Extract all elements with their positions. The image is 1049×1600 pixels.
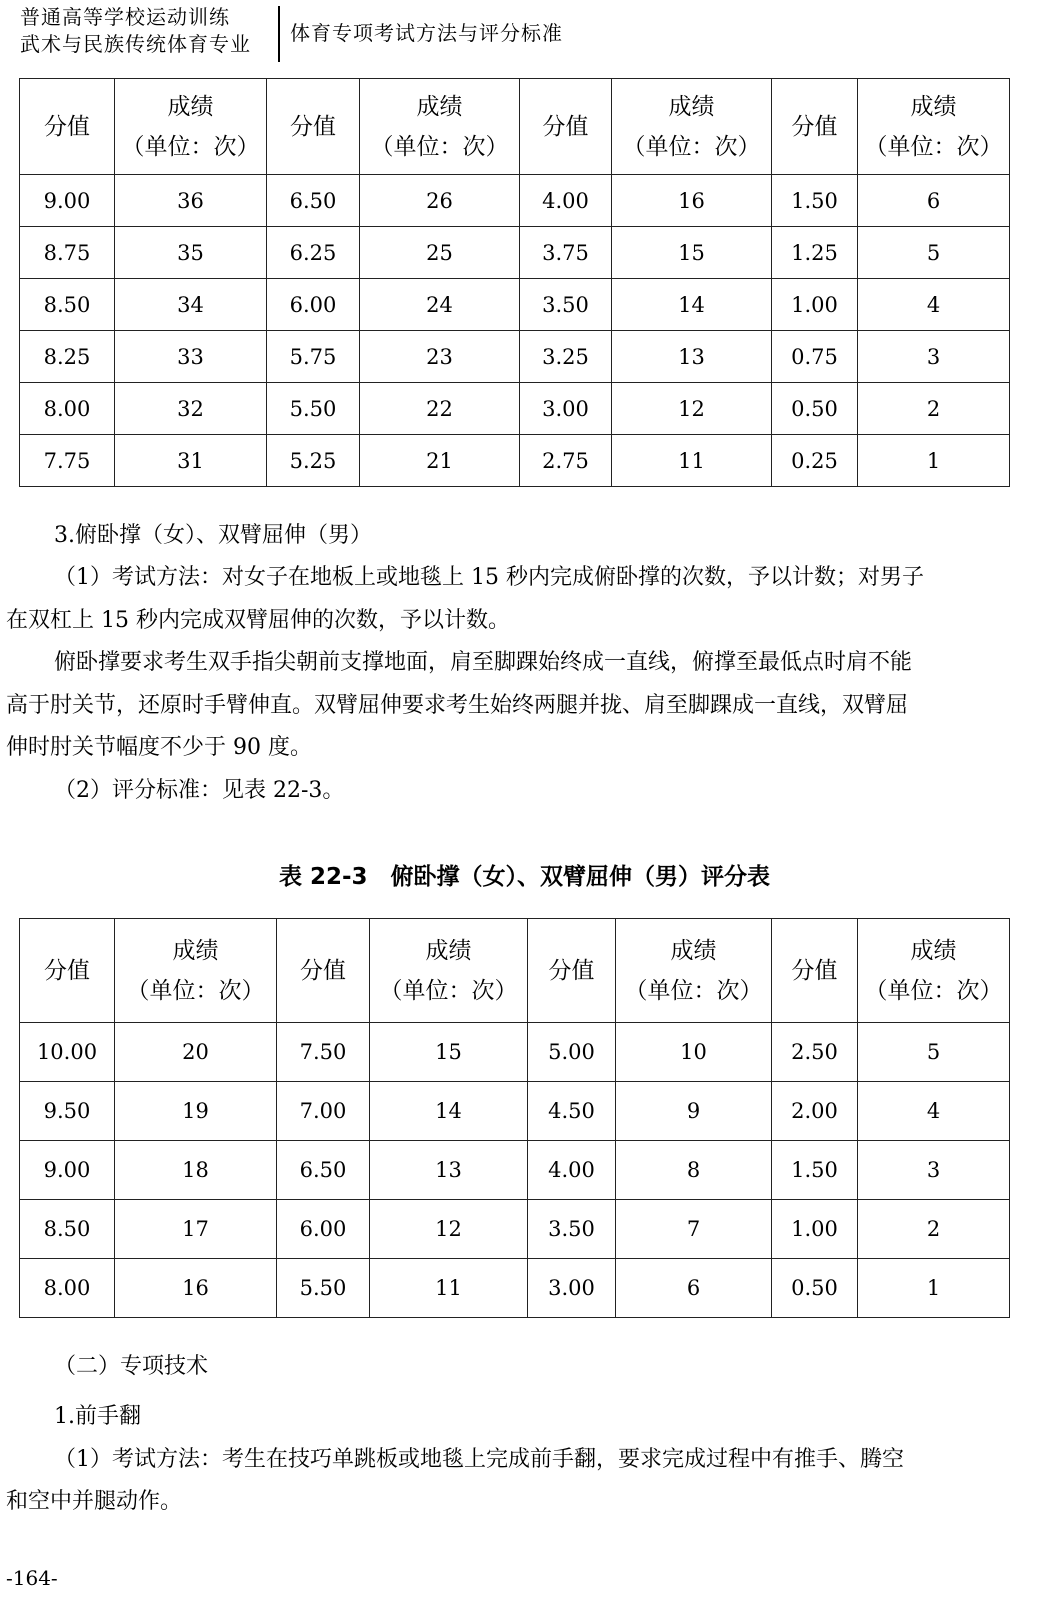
table-cell: 13 (370, 1141, 528, 1200)
table-cell: 2 (858, 383, 1010, 435)
table-cell: 21 (360, 435, 520, 487)
section3-method-line2: 在双杠上 15 秒内完成双臂屈伸的次数，予以计数。 (6, 608, 510, 633)
table-cell: 26 (360, 175, 520, 227)
table-cell: 8.00 (20, 1259, 115, 1318)
table-row (20, 1023, 1010, 1082)
table-row (20, 175, 1010, 227)
page-header (20, 4, 1020, 62)
table-cell: 14 (370, 1082, 528, 1141)
header-result (612, 79, 772, 175)
table-cell: 9.00 (20, 175, 115, 227)
header-result-label: 成绩 (416, 93, 463, 120)
table-cell: 1.25 (772, 227, 858, 279)
header-score: 分值 (20, 919, 115, 1023)
table-cell: 20 (115, 1023, 277, 1082)
table-cell: 18 (115, 1141, 277, 1200)
table-cell: 8.50 (20, 1200, 115, 1259)
table-cell: 15 (370, 1023, 528, 1082)
header-result-unit: （单位：次） (622, 133, 761, 160)
header-book-title-line2: 武术与民族传统体育专业 (20, 32, 251, 56)
header-result-unit: （单位：次） (624, 977, 763, 1004)
table-cell: 0.75 (772, 331, 858, 383)
table-cell: 7.00 (277, 1082, 370, 1141)
page-number: -164- (6, 1566, 58, 1590)
table-caption: 表 22-3 俯卧撑（女）、双臂屈伸（男）评分表 (278, 864, 771, 890)
table-cell: 3.00 (528, 1259, 616, 1318)
table-cell: 9.00 (20, 1141, 115, 1200)
header-score: 分值 (528, 919, 616, 1023)
table-cell: 3.50 (520, 279, 612, 331)
table-cell: 6.50 (277, 1141, 370, 1200)
score-table-22-3 (19, 918, 1010, 1318)
header-result-unit: （单位：次） (864, 977, 1003, 1004)
header-result (858, 79, 1010, 175)
section3-standard: （2）评分标准：见表 22-3。 (54, 778, 345, 803)
table-cell: 6.50 (267, 175, 360, 227)
table-cell: 33 (115, 331, 267, 383)
table-cell: 6 (858, 175, 1010, 227)
table-cell: 8.00 (20, 383, 115, 435)
section3-title: 3.俯卧撑（女）、双臂屈伸（男） (54, 523, 372, 548)
table-cell: 8.50 (20, 279, 115, 331)
table-cell: 11 (370, 1259, 528, 1318)
table-cell: 1.50 (772, 1141, 858, 1200)
table-cell: 5 (858, 227, 1010, 279)
header-score: 分值 (772, 919, 858, 1023)
header-result-label: 成绩 (425, 937, 472, 964)
header-result-label: 成绩 (910, 937, 957, 964)
header-result (360, 79, 520, 175)
table-cell: 1 (858, 435, 1010, 487)
table-cell: 1.50 (772, 175, 858, 227)
table-row (20, 279, 1010, 331)
table-cell: 10.00 (20, 1023, 115, 1082)
table-cell: 12 (612, 383, 772, 435)
table-cell: 14 (612, 279, 772, 331)
table-row (20, 1259, 1010, 1318)
section2-title: （二）专项技术 (54, 1354, 209, 1379)
table-cell: 16 (612, 175, 772, 227)
header-result (616, 919, 772, 1023)
table-row (20, 435, 1010, 487)
table-cell: 6.00 (277, 1200, 370, 1259)
table-cell: 7.75 (20, 435, 115, 487)
table-cell: 1.00 (772, 279, 858, 331)
table-cell: 3.50 (528, 1200, 616, 1259)
table-row (20, 1082, 1010, 1141)
header-result (115, 79, 267, 175)
header-result (115, 919, 277, 1023)
section3-requirement-line2: 高于肘关节，还原时手臂伸直。双臂屈伸要求考生始终两腿并拢、肩至脚踝成一直线，双臂屈 (6, 693, 909, 718)
table-cell: 8.25 (20, 331, 115, 383)
table-row (20, 383, 1010, 435)
table-cell: 9.50 (20, 1082, 115, 1141)
header-book-title-line1: 普通高等学校运动训练 (20, 5, 230, 29)
header-result-unit: （单位：次） (126, 977, 265, 1004)
table-cell: 15 (612, 227, 772, 279)
header-result-unit: （单位：次） (370, 133, 509, 160)
table-cell: 32 (115, 383, 267, 435)
item1-title: 1.前手翻 (54, 1404, 141, 1429)
item1-method-line2: 和空中并腿动作。 (6, 1489, 183, 1514)
header-book-title (20, 4, 272, 58)
table-cell: 3 (858, 331, 1010, 383)
table-cell: 2.75 (520, 435, 612, 487)
table-cell: 22 (360, 383, 520, 435)
table-cell: 5.25 (267, 435, 360, 487)
table-cell: 6 (616, 1259, 772, 1318)
table-cell: 5 (858, 1023, 1010, 1082)
table-header-row (20, 79, 1010, 175)
table-cell: 7 (616, 1200, 772, 1259)
header-result-label: 成绩 (910, 93, 957, 120)
section3-requirement-line1: 俯卧撑要求考生双手指尖朝前支撑地面，肩至脚踝始终成一直线，俯撑至最低点时肩不能 (54, 650, 913, 675)
header-score: 分值 (277, 919, 370, 1023)
table-cell: 34 (115, 279, 267, 331)
table-cell: 12 (370, 1200, 528, 1259)
table-cell: 8.75 (20, 227, 115, 279)
table-cell: 5.00 (528, 1023, 616, 1082)
header-result-label: 成绩 (668, 93, 715, 120)
table-cell: 5.50 (267, 383, 360, 435)
table-cell: 23 (360, 331, 520, 383)
table-cell: 5.50 (277, 1259, 370, 1318)
table-cell: 2.50 (772, 1023, 858, 1082)
header-result (370, 919, 528, 1023)
table-cell: 6.00 (267, 279, 360, 331)
header-score: 分值 (772, 79, 858, 175)
header-result-unit: （单位：次） (121, 133, 260, 160)
table-cell: 1 (858, 1259, 1010, 1318)
table-cell: 19 (115, 1082, 277, 1141)
header-result (858, 919, 1010, 1023)
header-result-unit: （单位：次） (379, 977, 518, 1004)
table-header-row (20, 919, 1010, 1023)
table-cell: 35 (115, 227, 267, 279)
table-cell: 17 (115, 1200, 277, 1259)
table-cell: 4.00 (528, 1141, 616, 1200)
table-cell: 6.25 (267, 227, 360, 279)
table-cell: 3.75 (520, 227, 612, 279)
header-result-label: 成绩 (172, 937, 219, 964)
header-result-label: 成绩 (670, 937, 717, 964)
table-cell: 13 (612, 331, 772, 383)
table-cell: 4.00 (520, 175, 612, 227)
section3-method-line1: （1）考试方法：对女子在地板上或地毯上 15 秒内完成俯卧撑的次数，予以计数；对男子 (54, 565, 924, 590)
section3-requirement-line3: 伸时肘关节幅度不少于 90 度。 (6, 735, 312, 760)
table-cell: 2 (858, 1200, 1010, 1259)
item1-method-line1: （1）考试方法：考生在技巧单跳板或地毯上完成前手翻，要求完成过程中有推手、腾空 (54, 1447, 904, 1472)
table-cell: 8 (616, 1141, 772, 1200)
score-table-continued (19, 78, 1010, 487)
header-score: 分值 (520, 79, 612, 175)
table-row (20, 1200, 1010, 1259)
table-cell: 10 (616, 1023, 772, 1082)
table-cell: 16 (115, 1259, 277, 1318)
table-row (20, 1141, 1010, 1200)
table-row (20, 331, 1010, 383)
table-cell: 36 (115, 175, 267, 227)
header-result-unit: （单位：次） (864, 133, 1003, 160)
header-divider (278, 6, 280, 62)
header-result-label: 成绩 (167, 93, 214, 120)
table-cell: 24 (360, 279, 520, 331)
table-cell: 31 (115, 435, 267, 487)
table-cell: 4.50 (528, 1082, 616, 1141)
table-cell: 7.50 (277, 1023, 370, 1082)
header-score: 分值 (267, 79, 360, 175)
table-cell: 25 (360, 227, 520, 279)
table-cell: 1.00 (772, 1200, 858, 1259)
table-row (20, 227, 1010, 279)
table-cell: 0.50 (772, 383, 858, 435)
table-cell: 2.00 (772, 1082, 858, 1141)
header-chapter-title: 体育专项考试方法与评分标准 (290, 21, 563, 45)
table-cell: 0.25 (772, 435, 858, 487)
table-cell: 3 (858, 1141, 1010, 1200)
table-cell: 11 (612, 435, 772, 487)
table-cell: 3.25 (520, 331, 612, 383)
table-cell: 3.00 (520, 383, 612, 435)
header-score: 分值 (20, 79, 115, 175)
table-cell: 0.50 (772, 1259, 858, 1318)
table-cell: 5.75 (267, 331, 360, 383)
table-cell: 4 (858, 279, 1010, 331)
table-cell: 4 (858, 1082, 1010, 1141)
table-cell: 9 (616, 1082, 772, 1141)
